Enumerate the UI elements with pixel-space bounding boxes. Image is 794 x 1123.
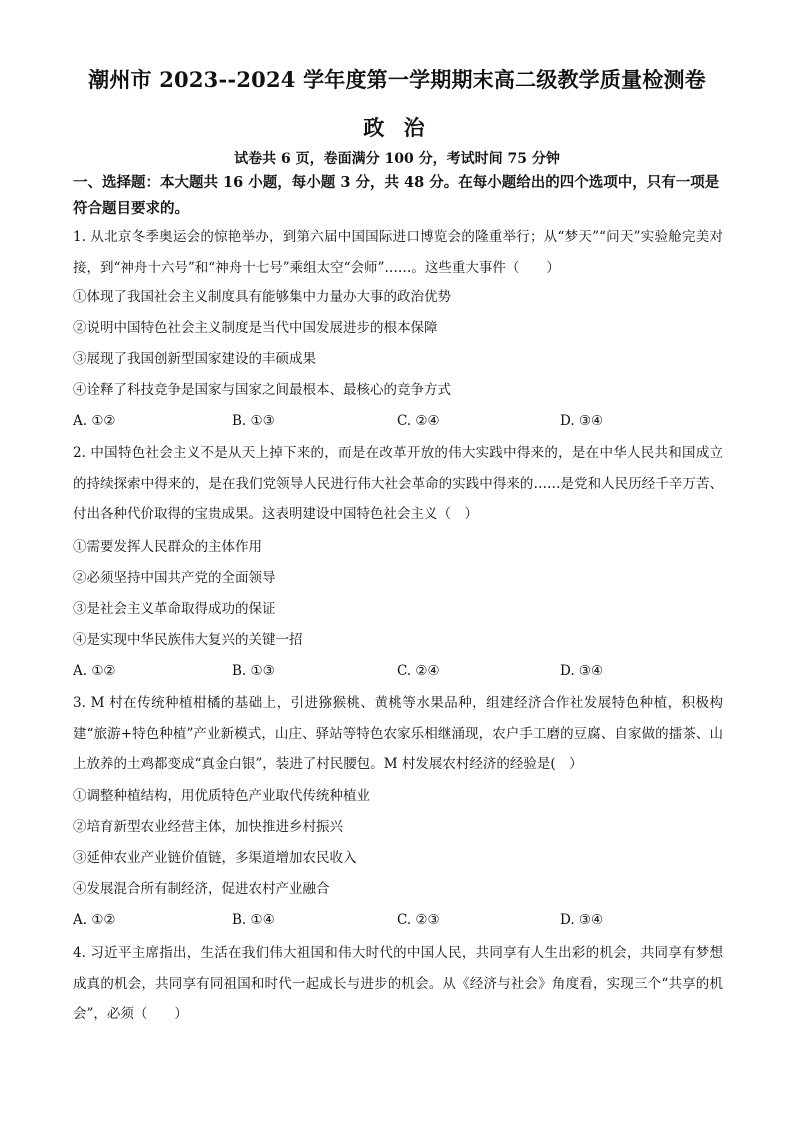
question-3-choices [73,910,733,930]
question-1-stem: 1. 从北京冬季奥运会的惊艳举办，到第六届中国国际进口博览会的隆重举行；从“梦天”“问天”实验舱完美对接，到“神舟十六号”和“神舟十七号”乘组太空“会师”……。这些重大事件（ ） [73,229,723,276]
question-3-option-3: ③延伸农业产业链价值链，多渠道增加农民收入 [73,850,357,866]
question-1-choice-d[interactable]: D. ③④ [560,413,604,429]
question-3-choice-a[interactable]: A. ①② [73,912,116,928]
question-3-option-1: ①调整种植结构，用优质特色产业取代传统种植业 [73,788,370,804]
question-2-choices [73,661,733,681]
subject-title: 政 治 [363,115,431,140]
question-4-stem: 4. 习近平主席指出，生活在我们伟大祖国和伟大时代的中国人民，共同享有人生出彩的机会，共同享有梦想成真的机会，共同享有同祖国和时代一起成长与进步的机会。从《经济与社会》角度看，实现三个“共享的机会”，必须（ ） [73,945,723,1022]
question-2-option-2: ②必须坚持中国共产党的全面领导 [73,570,276,586]
question-1-choices [73,411,733,431]
question-2-option-4: ④是实现中华民族伟大复兴的关键一招 [73,632,303,648]
question-3-option-2: ②培育新型农业经营主体，加快推进乡村振兴 [73,819,343,835]
section-heading: 一、选择题：本大题共 16 小题，每小题 3 分，共 48 分。在每小题给出的四个选项中，只有一项是符合题目要求的。 [73,174,720,217]
question-2-choice-d[interactable]: D. ③④ [560,663,604,679]
question-1-option-4: ④诠释了科技竞争是国家与国家之间最根本、最核心的竞争方式 [73,382,451,398]
question-2-option-3: ③是社会主义革命取得成功的保证 [73,601,276,617]
question-1-option-3: ③展现了我国创新型国家建设的丰硕成果 [73,351,316,367]
question-2-choice-a[interactable]: A. ①② [73,663,116,679]
question-2-choice-b[interactable]: B. ①③ [232,663,275,679]
question-3-choice-b[interactable]: B. ①④ [232,912,275,928]
question-1-choice-b[interactable]: B. ①③ [232,413,275,429]
question-2-option-1: ①需要发挥人民群众的主体作用 [73,539,262,555]
question-1-choice-c[interactable]: C. ②④ [397,413,440,429]
exam-meta: 试卷共 6 页，卷面满分 100 分，考试时间 75 分钟 [234,151,560,167]
question-1-choice-a[interactable]: A. ①② [73,413,116,429]
question-2-stem: 2. 中国特色社会主义不是从天上掉下来的，而是在改革开放的伟大实践中得来的，是在中华人民共和国成立的持续探索中得来的，是在我们党领导人民进行伟大社会革命的实践中得来的……是党和人民历经千辛万苦、付出各种代价取得的宝贵成果。这表明建设中国特色社会主义（ ） [73,445,723,522]
question-3-choice-c[interactable]: C. ②③ [397,912,440,928]
question-1-option-2: ②说明中国特色社会主义制度是当代中国发展进步的根本保障 [73,320,438,336]
question-3-option-4: ④发展混合所有制经济，促进农村产业融合 [73,881,330,897]
question-3-choice-d[interactable]: D. ③④ [560,912,604,928]
question-1-option-1: ①体现了我国社会主义制度具有能够集中力量办大事的政治优势 [73,289,451,305]
question-2-choice-c[interactable]: C. ②④ [397,663,440,679]
exam-title: 潮州市 2023--2024 学年度第一学期期末高二级教学质量检测卷 [88,67,706,92]
question-3-stem: 3. M 村在传统种植柑橘的基础上，引进猕猴桃、黄桃等水果品种，组建经济合作社发展特色种植，积极构建“旅游+特色种植”产业新模式，山庄、驿站等特色农家乐相继涌现，农户手工磨的豆腐、自家做的擂茶、山上放养的土鸡都变成“真金白银”，装进了村民腰包。M 村发展农村经济的经验是( ） [73,695,723,772]
